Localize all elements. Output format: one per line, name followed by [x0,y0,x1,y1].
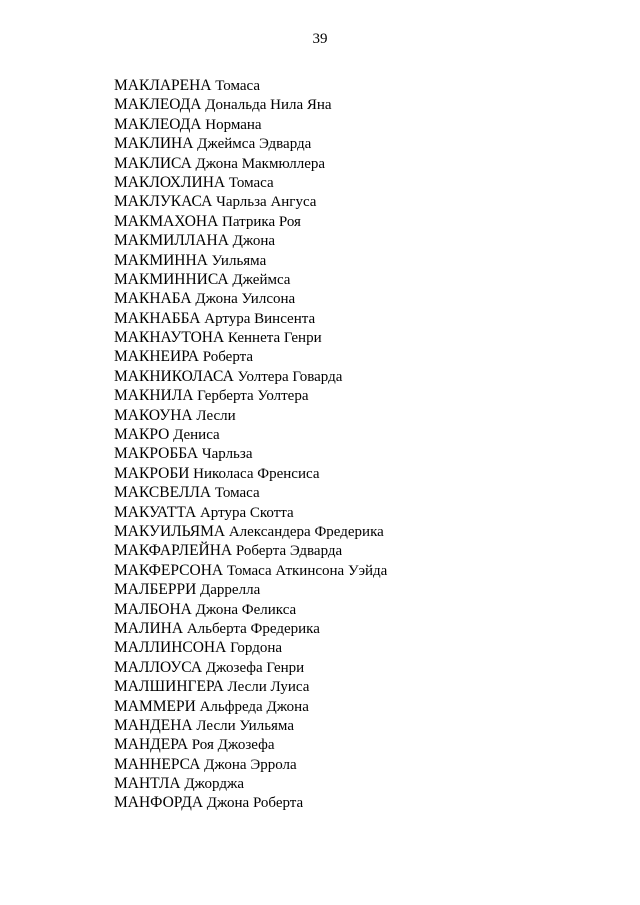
given-names: Джеймса [232,271,291,288]
list-item [114,425,387,444]
given-names: Лесли Луиса [227,679,310,696]
list-item [114,697,387,716]
surname: МАКОУНА [114,406,193,424]
surname: МАКУИЛЬЯМА [114,522,226,540]
list-item [114,561,387,580]
list-item [114,541,387,560]
surname: МАКФАРЛЕЙНА [114,542,233,560]
given-names: Джозефа Генри [205,659,305,676]
list-item [114,154,387,173]
list-item [114,483,387,502]
surname: МАНДЕРА [114,736,189,754]
given-names: Уолтера Говарда [237,368,343,385]
given-names: Александера Фредерика [228,523,384,540]
surname: МАЛЛИНСОНА [114,639,227,657]
surname: МАКНЕИРА [114,348,200,366]
list-item [114,793,387,812]
given-names: Джеймса Эдварда [197,136,312,153]
surname: МАКЛОХЛИНА [114,173,226,191]
list-item [114,600,387,619]
surname: МАКМИЛЛАНА [114,232,229,250]
surname: МАЛИНА [114,619,184,637]
surname: МАКСВЕЛЛА [114,484,212,502]
given-names: Чарльза [201,446,253,463]
list-item [114,115,387,134]
surname: МАКЛИНА [114,135,194,153]
given-names: Роберта [202,349,254,366]
name-list [114,76,387,813]
surname: МАННЕРСА [114,755,201,773]
list-item [114,76,387,95]
surname: МАКРОБИ [114,464,190,482]
list-item [114,755,387,774]
given-names: Томаса [215,78,261,94]
given-names: Джона [232,233,276,250]
list-item [114,774,387,793]
surname: МАКНАУТОНА [114,329,225,347]
list-item [114,735,387,754]
given-names: Чарльза Ангуса [216,194,317,211]
given-names: Альфреда Джона [199,698,309,715]
surname: МАКЛЕОДА [114,96,202,114]
given-names: Патрика Роя [222,213,301,230]
surname: МАКНИКОЛАСА [114,367,234,385]
surname: МАНФОРДА [114,794,204,812]
surname: МАКЛЕОДА [114,115,202,133]
list-item [114,619,387,638]
list-item [114,677,387,696]
given-names: Герберта Уолтера [197,388,309,405]
given-names: Альберта Фредерика [186,620,320,637]
given-names: Дениса [173,427,220,444]
surname: МАЛШИНГЕРА [114,678,224,696]
surname: МАКНАББА [114,309,201,327]
list-item [114,580,387,599]
list-item [114,503,387,522]
list-item [114,638,387,657]
surname: МАЛБЕРРИ [114,581,197,599]
given-names: Нормана [205,116,262,133]
list-item [114,212,387,231]
given-names: Джона Эррола [204,756,297,773]
list-item [114,444,387,463]
given-names: Томаса [228,174,274,191]
given-names: Кеннета Генри [227,330,322,347]
given-names: Джона Роберта [206,795,304,812]
surname: МАНДЕНА [114,716,193,734]
surname: МАММЕРИ [114,697,196,715]
list-item [114,289,387,308]
surname: МАКРОББА [114,445,199,463]
given-names: Томаса [214,485,260,502]
list-item [114,134,387,153]
given-names: Николаса Френсиса [193,465,320,482]
list-item [114,309,387,328]
list-item [114,270,387,289]
list-item [114,658,387,677]
given-names: Роя Джозефа [191,737,275,754]
given-names: Артура Винсента [204,310,316,327]
surname: МАКНИЛА [114,387,194,405]
list-item [114,347,387,366]
given-names: Лесли [196,407,236,424]
list-item [114,386,387,405]
given-names: Джона Макмюллера [195,155,326,172]
surname: МАКНАБА [114,290,192,308]
surname: МАНТЛА [114,775,181,793]
given-names: Уильяма [211,252,267,269]
list-item [114,328,387,347]
surname: МАКЛАРЕНА [114,77,212,94]
surname: МАЛЛОУСА [114,658,203,676]
list-item [114,367,387,386]
given-names: Гордона [230,640,283,657]
given-names: Лесли Уильяма [196,717,294,734]
surname: МАКРО [114,426,170,444]
list-item [114,192,387,211]
given-names: Томаса Аткинсона Уэйда [226,562,388,579]
surname: МАКЛИСА [114,154,192,172]
given-names: Даррелла [200,582,261,599]
list-item [114,251,387,270]
list-item [114,716,387,735]
surname: МАКЛУКАСА [114,193,213,211]
given-names: Джона Уилсона [195,291,296,308]
surname: МАЛБОНА [114,600,192,618]
surname: МАКМИННИСА [114,270,229,288]
list-item [114,464,387,483]
surname: МАКМИННА [114,251,208,269]
surname: МАКМАХОНА [114,212,219,230]
list-item [114,231,387,250]
surname: МАКФЕРСОНА [114,561,224,579]
page-number: 39 [312,31,328,47]
given-names: Джона Феликса [195,601,297,618]
list-item [114,95,387,114]
surname: МАКУАТТА [114,503,197,521]
given-names: Джорджа [184,776,245,793]
given-names: Дональда Нила Яна [205,97,332,114]
list-item [114,522,387,541]
list-item [114,406,387,425]
list-item [114,173,387,192]
given-names: Артура Скотта [199,504,294,521]
given-names: Роберта Эдварда [235,543,343,560]
